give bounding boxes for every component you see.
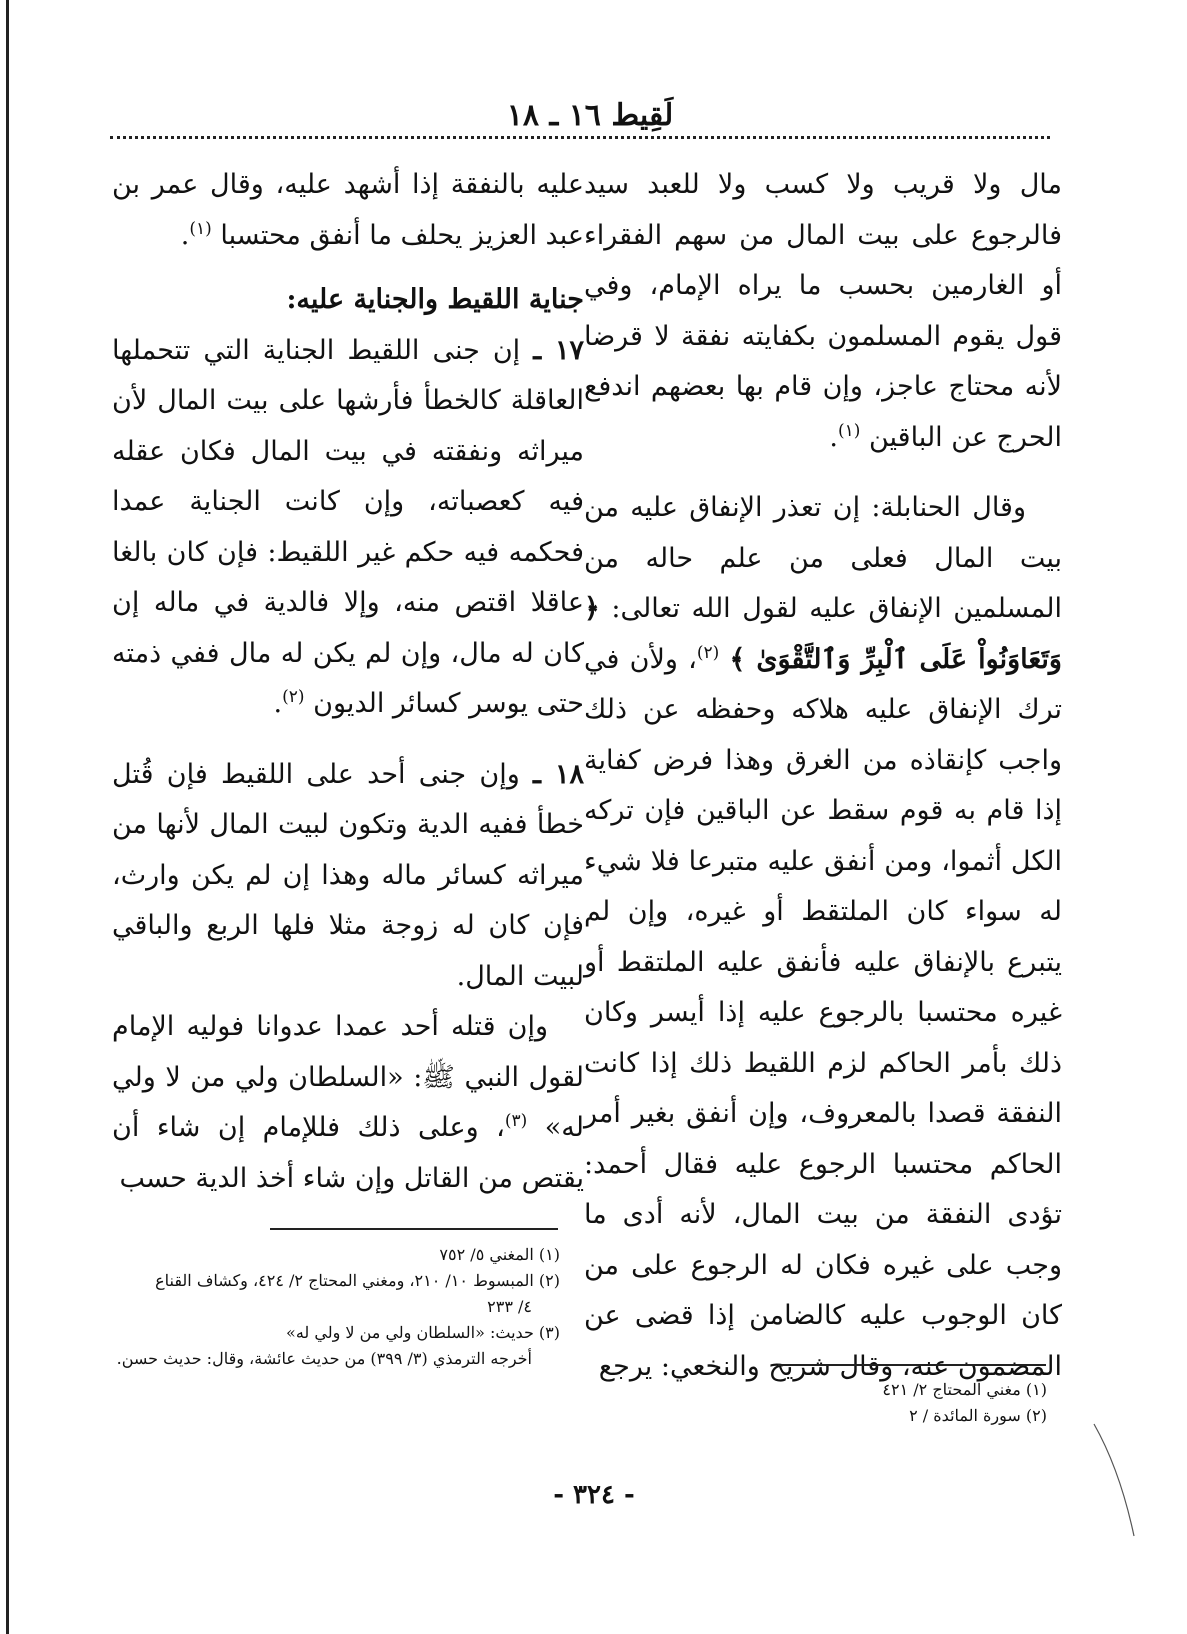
paragraph-text: وقال الحنابلة: إن تعذر الإنفاق عليه من بيت المال فعلى من علم حاله من المسلمين الإنفاق عليه لقول الله تعالى: [584, 492, 1062, 624]
paragraph-text: وإن قتله أحد عمدا عدوانا فوليه الإمام لقول النبي ﷺ: «السلطان ولي من لا ولي له» [112, 1011, 584, 1143]
footnote-separator [270, 1228, 558, 1230]
footnotes-right [747, 1377, 1047, 1429]
header-dotted-rule [110, 136, 1050, 139]
paragraph-text: ، وعلى ذلك فللإمام إن شاء أن يقتص من القاتل وإن شاء أخذ الدية حسب [112, 1112, 584, 1194]
footnote-continuation: أخرجه الترمذي (٣/ ٣٩٩) من حديث عائشة، وقال: حديث حسن. [116, 1349, 532, 1368]
left-text-column [112, 160, 584, 1204]
footnote-ref: (٣) [504, 1111, 528, 1131]
paragraph [584, 160, 1062, 463]
footnotes-left [80, 1242, 560, 1372]
quran-verse: ﴿ وَتَعَاوَنُواْ عَلَى ٱلْبِرِّ وَٱلتَّقْوَىٰ ﴾ [584, 593, 1062, 675]
paragraph [112, 1002, 584, 1204]
punctuation: . [829, 421, 838, 453]
footnote-separator [778, 1364, 1046, 1366]
paragraph-text: إن جنى اللقيط الجناية التي تتحملها العاقلة كالخطأ فأرشها على بيت المال لأن ميراثه ونفقته في بيت المال فكان عقله فيه كعصباته، وإن كانت الجناية عمدا فحكمه فيه حكم غير اللقيط: فإن كان بالغا عاقلا اقتص منه، وإلا فالدية في ماله إن كان له مال، وإن لم يكن له مال ففي ذمته حتى يوسر كسائر الديون [112, 334, 584, 719]
footnote-ref: (١) [189, 218, 212, 239]
item-number: ١٧ ـ [533, 334, 584, 366]
punctuation: . [273, 688, 283, 719]
footnote-ref: (٢) [282, 687, 305, 707]
footnote: (٣) حديث: «السلطان ولي من لا ولي له» [286, 1323, 560, 1342]
page-edge-line [6, 0, 9, 1634]
paragraph-text: وإن جنى أحد على اللقيط فإن قُتل خطأ ففيه الدية وتكون لبيت المال لأنها من ميراثه كسائر ماله وهذا إن لم يكن وارث، فإن كان له زوجة مثلا فلها الربع والباقي لبيت المال. [112, 758, 584, 992]
footnote-ref: (١) [837, 420, 861, 441]
paragraph [112, 750, 584, 1003]
footnote-continuation: ٤/ ٢٣٣ [487, 1297, 532, 1316]
paragraph [112, 326, 584, 730]
punctuation: . [180, 219, 190, 251]
page-number: - ٣٢٤ - [553, 1480, 635, 1510]
footnote: (١) المغني ٥/ ٧٥٢ [439, 1245, 560, 1264]
paragraph-text: عليه بالنفقة إذا أشهد عليه، وقال عمر بن عبد العزيز يحلف ما أنفق محتسبا [112, 169, 584, 251]
footnote: (٢) المبسوط ١٠/ ٢١٠، ومغني المحتاج ٢/ ٤٢٤، وكشاف القناع [155, 1271, 560, 1290]
footnote: (١) مغني المحتاج ٢/ ٤٢١ [882, 1380, 1047, 1399]
paragraph [584, 483, 1062, 1392]
paragraph [112, 160, 584, 261]
section-heading: جناية اللقيط والجناية عليه: [286, 284, 584, 315]
page-header-title: لَقِيط ١٦ ـ ١٨ [506, 98, 674, 133]
footnote-ref: (٢) [696, 642, 720, 663]
footnote: (٢) سورة المائدة / ٢ [909, 1406, 1047, 1425]
right-text-column [584, 160, 1062, 1392]
item-number: ١٨ ـ [533, 758, 584, 790]
scan-artifact-line [1090, 1420, 1140, 1540]
paragraph-text: مال ولا قريب ولا كسب ولا للعبد سيد فالرجوع على بيت المال من سهم الفقراء أو الغارمين بحسب ما يراه الإمام، وفي قول يقوم المسلمون بكفايته نفقة لا قرضا لأنه محتاج عاجز، وإن قام بها بعضهم اندفع الحرج عن الباقين [584, 169, 1062, 453]
paragraph-text: ، ولأن في ترك الإنفاق عليه هلاكه وحفظه عن ذلك واجب كإنقاذه من الغرق وهذا فرض كفاية إذا قام به قوم سقط عن الباقين فإن تركه الكل أثموا، ومن أنفق عليه متبرعا فلا شيء له سواء كان الملتقط أو غيره، وإن لم يتبرع بالإنفاق عليه فأنفق عليه الملتقط أو غيره محتسبا بالرجوع عليه إذا أيسر وكان ذلك بأمر الحاكم لزم اللقيط ذلك إذا كانت النفقة قصدا بالمعروف، وإن أنفق بغير أمر الحاكم محتسبا الرجوع عليه فقال أحمد: تؤدى النفقة من بيت المال، لأنه أدى ما وجب على غيره فكان له الرجوع على من كان الوجوب عليه كالضامن إذا قضى عن المضمون عنه، وقال شريح والنخعي: يرجع [584, 643, 1062, 1382]
